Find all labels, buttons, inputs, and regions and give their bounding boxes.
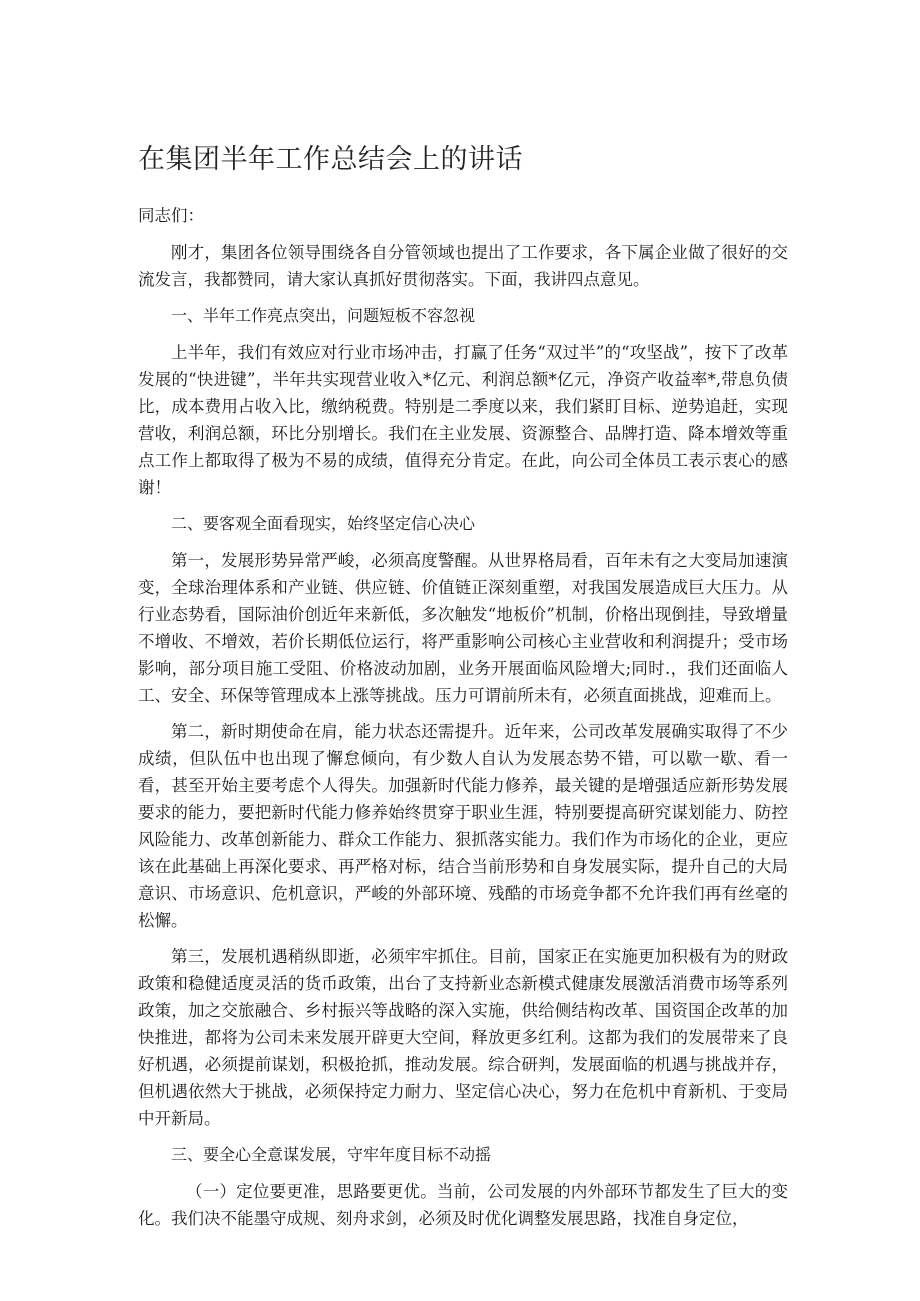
- section-2-heading: 二、要客观全面看现实，始终坚定信心决心: [171, 514, 476, 533]
- salutation: 同志们：: [138, 206, 204, 225]
- section-2-paragraph-3: 第三，发展机遇稍纵即逝，必须牢牢抓住。目前，国家正在实施更加积极有为的财政政策和稳健适度灵活的货币政策，出台了支持新业态新模式健康发展激活消费市场等系列政策，加之交旅融合、乡村振兴等战略的深入实施，供给侧结构改革、国资国企改革的加快推进，都将为公司未来发展开辟更大空间，释放更多红利。这都为我们的发展带来了良好机遇，必须提前谋划，积极抢抓，推动发展。综合研判，发展面临的机遇与挑战并存，但机遇依然大于挑战，必须保持定力耐力、坚定信心决心，努力在危机中育新机、于变局中开新局。: [138, 947, 788, 1128]
- section-3-paragraph-1: （一）定位要更准，思路要更优。当前，公司发展的内外部环节都发生了巨大的变化。我们决不能墨守成规、刻舟求剑，必须及时优化调整发展思路，找准自身定位，: [138, 1182, 788, 1228]
- section-1-paragraph: 上半年，我们有效应对行业市场冲击，打赢了任务“双过半”的“攻坚战”，按下了改革发展的“快进键”，半年共实现营业收入*亿元、利润总额*亿元，净资产收益率*,带息负债比，成本费用占收入比，缴纳税费。特别是二季度以来，我们紧盯目标、逆势追赶，实现营收，利润总额，环比分别增长。我们在主业发展、资源整合、品牌打造、降本增效等重点工作上都取得了极为不易的成绩，值得充分肯定。在此，向公司全体员工表示衷心的感谢！: [138, 343, 788, 497]
- section-3-heading: 三、要全心全意谋发展，守牢年度目标不动摇: [171, 1145, 492, 1164]
- section-1-heading: 一、半年工作亮点突出，问题短板不容忽视: [171, 306, 476, 325]
- document-title: 在集团半年工作总结会上的讲话: [138, 144, 523, 175]
- section-2-paragraph-2: 第二，新时期使命在肩，能力状态还需提升。近年来，公司改革发展确实取得了不少成绩，但队伍中也出现了懈怠倾向，有少数人自认为发展态势不错，可以歇一歇、看一看，甚至开始主要考虑个人得失。加强新时代能力修养，最关键的是增强适应新形势发展要求的能力，要把新时代能力修养始终贯穿于职业生涯，特别要提高研究谋划能力、防控风险能力、改革创新能力、群众工作能力、狠抓落实能力。我们作为市场化的企业，更应该在此基础上再深化要求、再严格对标，结合当前形势和自身发展实际，提升自己的大局意识、市场意识、危机意识，严峻的外部环境、残酷的市场竞争都不允许我们再有丝毫的松懈。: [138, 722, 788, 930]
- intro-paragraph: 刚才，集团各位领导围绕各自分管领域也提出了工作要求，各下属企业做了很好的交流发言，我都赞同，请大家认真抓好贯彻落实。下面，我讲四点意见。: [138, 243, 788, 289]
- section-2-paragraph-1: 第一，发展形势异常严峻，必须高度警醒。从世界格局看，百年未有之大变局加速演变，全球治理体系和产业链、供应链、价值链正深刻重塑，对我国发展造成巨大压力。从行业态势看，国际油价创近年来新低，多次触发“地板价”机制，价格出现倒挂，导致增量不增收、不增效，若价长期低位运行，将严重影响公司核心主业营收和利润提升；受市场影响，部分项目施工受阻、价格波动加剧，业务开展面临风险增大;同时.，我们还面临人工、安全、环保等管理成本上涨等挑战。压力可谓前所未有，必须直面挑战，迎难而上。: [138, 551, 788, 705]
